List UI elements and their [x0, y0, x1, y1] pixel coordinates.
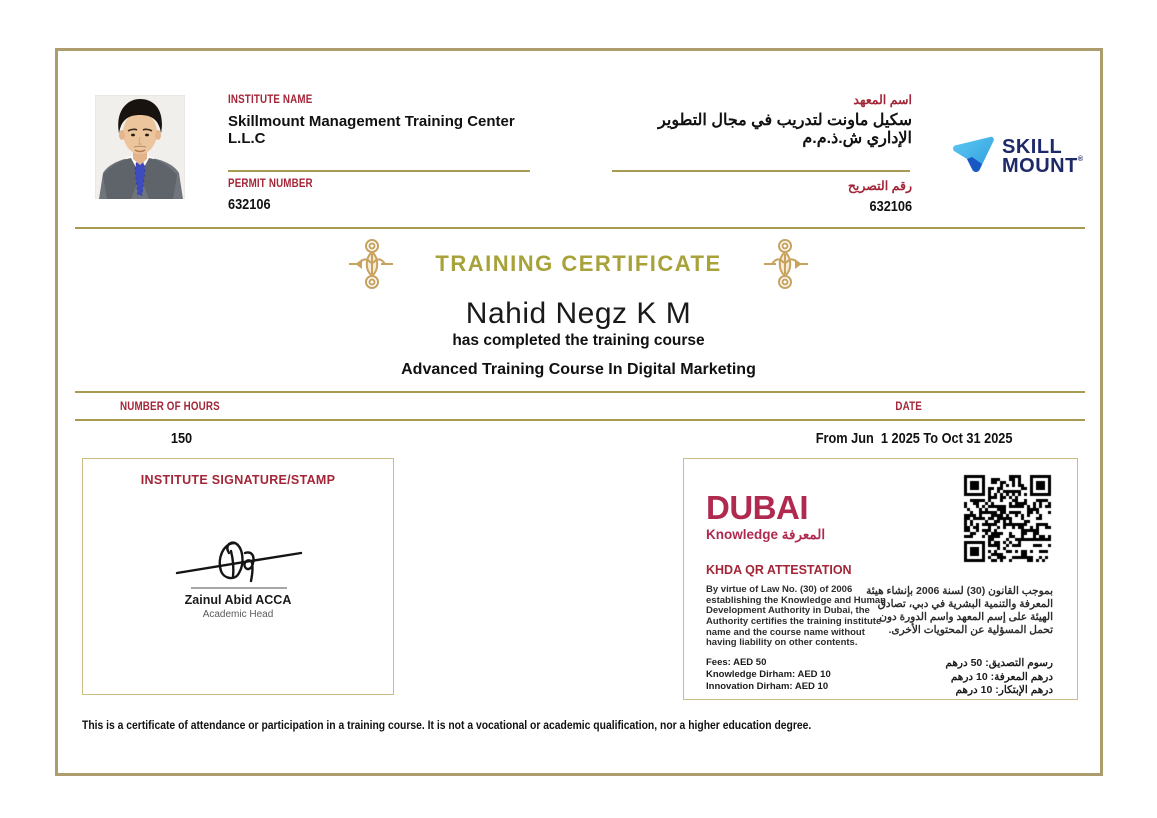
- skillmount-plane-icon: [950, 135, 996, 179]
- institute-name-label-en: INSTITUTE NAME: [228, 94, 313, 106]
- date-range-text: From Jun 1 2025 To Oct 31 2025: [815, 430, 1012, 447]
- certificate-title: TRAINING CERTIFICATE: [435, 251, 722, 276]
- number-of-hours-label-text: NUMBER OF HOURS: [120, 401, 220, 413]
- institute-block-ar: [610, 92, 912, 149]
- divider-top: [75, 227, 1085, 229]
- permit-number-value-left: 632106: [228, 196, 271, 213]
- khda-fee-line: Fees: AED 50: [706, 657, 767, 668]
- skillmount-logo: [950, 128, 1100, 186]
- registered-mark: ®: [1077, 156, 1084, 163]
- ornament-right-icon: [764, 236, 810, 292]
- skillmount-logo-line2-text: MOUNT: [1002, 155, 1078, 177]
- signature-box: [82, 458, 394, 695]
- divider-hours-top: [75, 391, 1085, 393]
- date-label: [849, 401, 969, 413]
- permit-number-value-right: 632106: [869, 198, 912, 215]
- footer-disclaimer: [82, 720, 892, 732]
- skillmount-logo-line1: SKILL: [1002, 136, 1063, 158]
- signature-underline: [191, 587, 287, 589]
- khda-fee-line-ar: درهم المعرفة: 10 درهم: [950, 670, 1053, 683]
- date-label-text: DATE: [895, 401, 923, 413]
- ornament-left-icon: [347, 236, 393, 292]
- date-range-value: [781, 430, 1013, 447]
- divider-hours-bottom: [75, 419, 1085, 421]
- hours-value-text: 150: [171, 430, 193, 447]
- signature-box-title: INSTITUTE SIGNATURE/STAMP: [140, 473, 336, 487]
- dubai-knowledge-logo: [706, 491, 825, 543]
- qr-code: [960, 471, 1055, 566]
- khda-box: [683, 458, 1078, 700]
- permit-number-label-ar: رقم التصريح: [847, 179, 912, 193]
- institute-name-en: Skillmount Management Training Center L.L.C: [228, 113, 515, 148]
- khda-body-ar: بموجب القانون (30) لسنة 2006 بإنشاء هيئة المعرفة والتنمية البشرية في دبي، تصادق الهيئة على إسم المعهد واسم الدورة دون تحمل المسؤلية عن المحتويات الأخرى.: [866, 585, 1053, 637]
- divider-under-institute-en: [228, 170, 530, 172]
- permit-block-ar: [610, 178, 912, 215]
- dubai-logo-sub: Knowledge المعرفة: [706, 527, 826, 542]
- khda-fees-ar: [863, 657, 1053, 698]
- khda-body-en: By virtue of Law No. (30) of 2006 establishing the Knowledge and Human Development Authority in Dubai, the Authority certifies the training institute name and the course name without having liability on other contents.: [706, 584, 886, 649]
- student-name: Nahid Negz K M: [465, 297, 692, 330]
- dubai-logo-word: DUBAI: [706, 489, 808, 526]
- institute-name-ar: سكيل ماونت لتدريب في مجال التطوير الإداري ش.ذ.م.م: [658, 112, 912, 148]
- signature-scribble: [173, 537, 305, 593]
- title-row: [0, 236, 1157, 292]
- completion-text: has completed the training course: [452, 332, 705, 349]
- skillmount-logo-line2: [1002, 157, 1084, 176]
- institute-name-label-ar: اسم المعهد: [853, 93, 912, 107]
- footer-disclaimer-text: This is a certificate of attendance or participation in a training course. It is not a vocational or academic qualification, nor a higher education degree.: [82, 720, 812, 732]
- hours-value: [150, 430, 214, 447]
- divider-under-institute-ar: [612, 170, 910, 172]
- khda-fee-line-ar: رسوم التصديق: 50 درهم: [945, 657, 1053, 669]
- permit-block-en: [228, 178, 328, 213]
- permit-number-label-en: PERMIT NUMBER: [228, 178, 313, 190]
- signatory-title: Academic Head: [202, 609, 274, 620]
- portrait-image: [95, 95, 185, 199]
- khda-heading: KHDA QR ATTESTATION: [706, 563, 852, 577]
- khda-fee-line: Knowledge Dirham: AED 10: [706, 668, 831, 680]
- institute-block-en: [228, 94, 538, 148]
- khda-fee-line-ar: درهم الإبتكار: 10 درهم: [955, 684, 1053, 697]
- khda-fees-en: [706, 657, 831, 693]
- number-of-hours-label: [120, 401, 237, 413]
- signatory-name: Zainul Abid ACCA: [184, 593, 292, 607]
- course-name: Advanced Training Course In Digital Marketing: [401, 361, 756, 378]
- khda-fee-line: Innovation Dirham: AED 10: [706, 680, 829, 692]
- student-photo: [95, 95, 185, 199]
